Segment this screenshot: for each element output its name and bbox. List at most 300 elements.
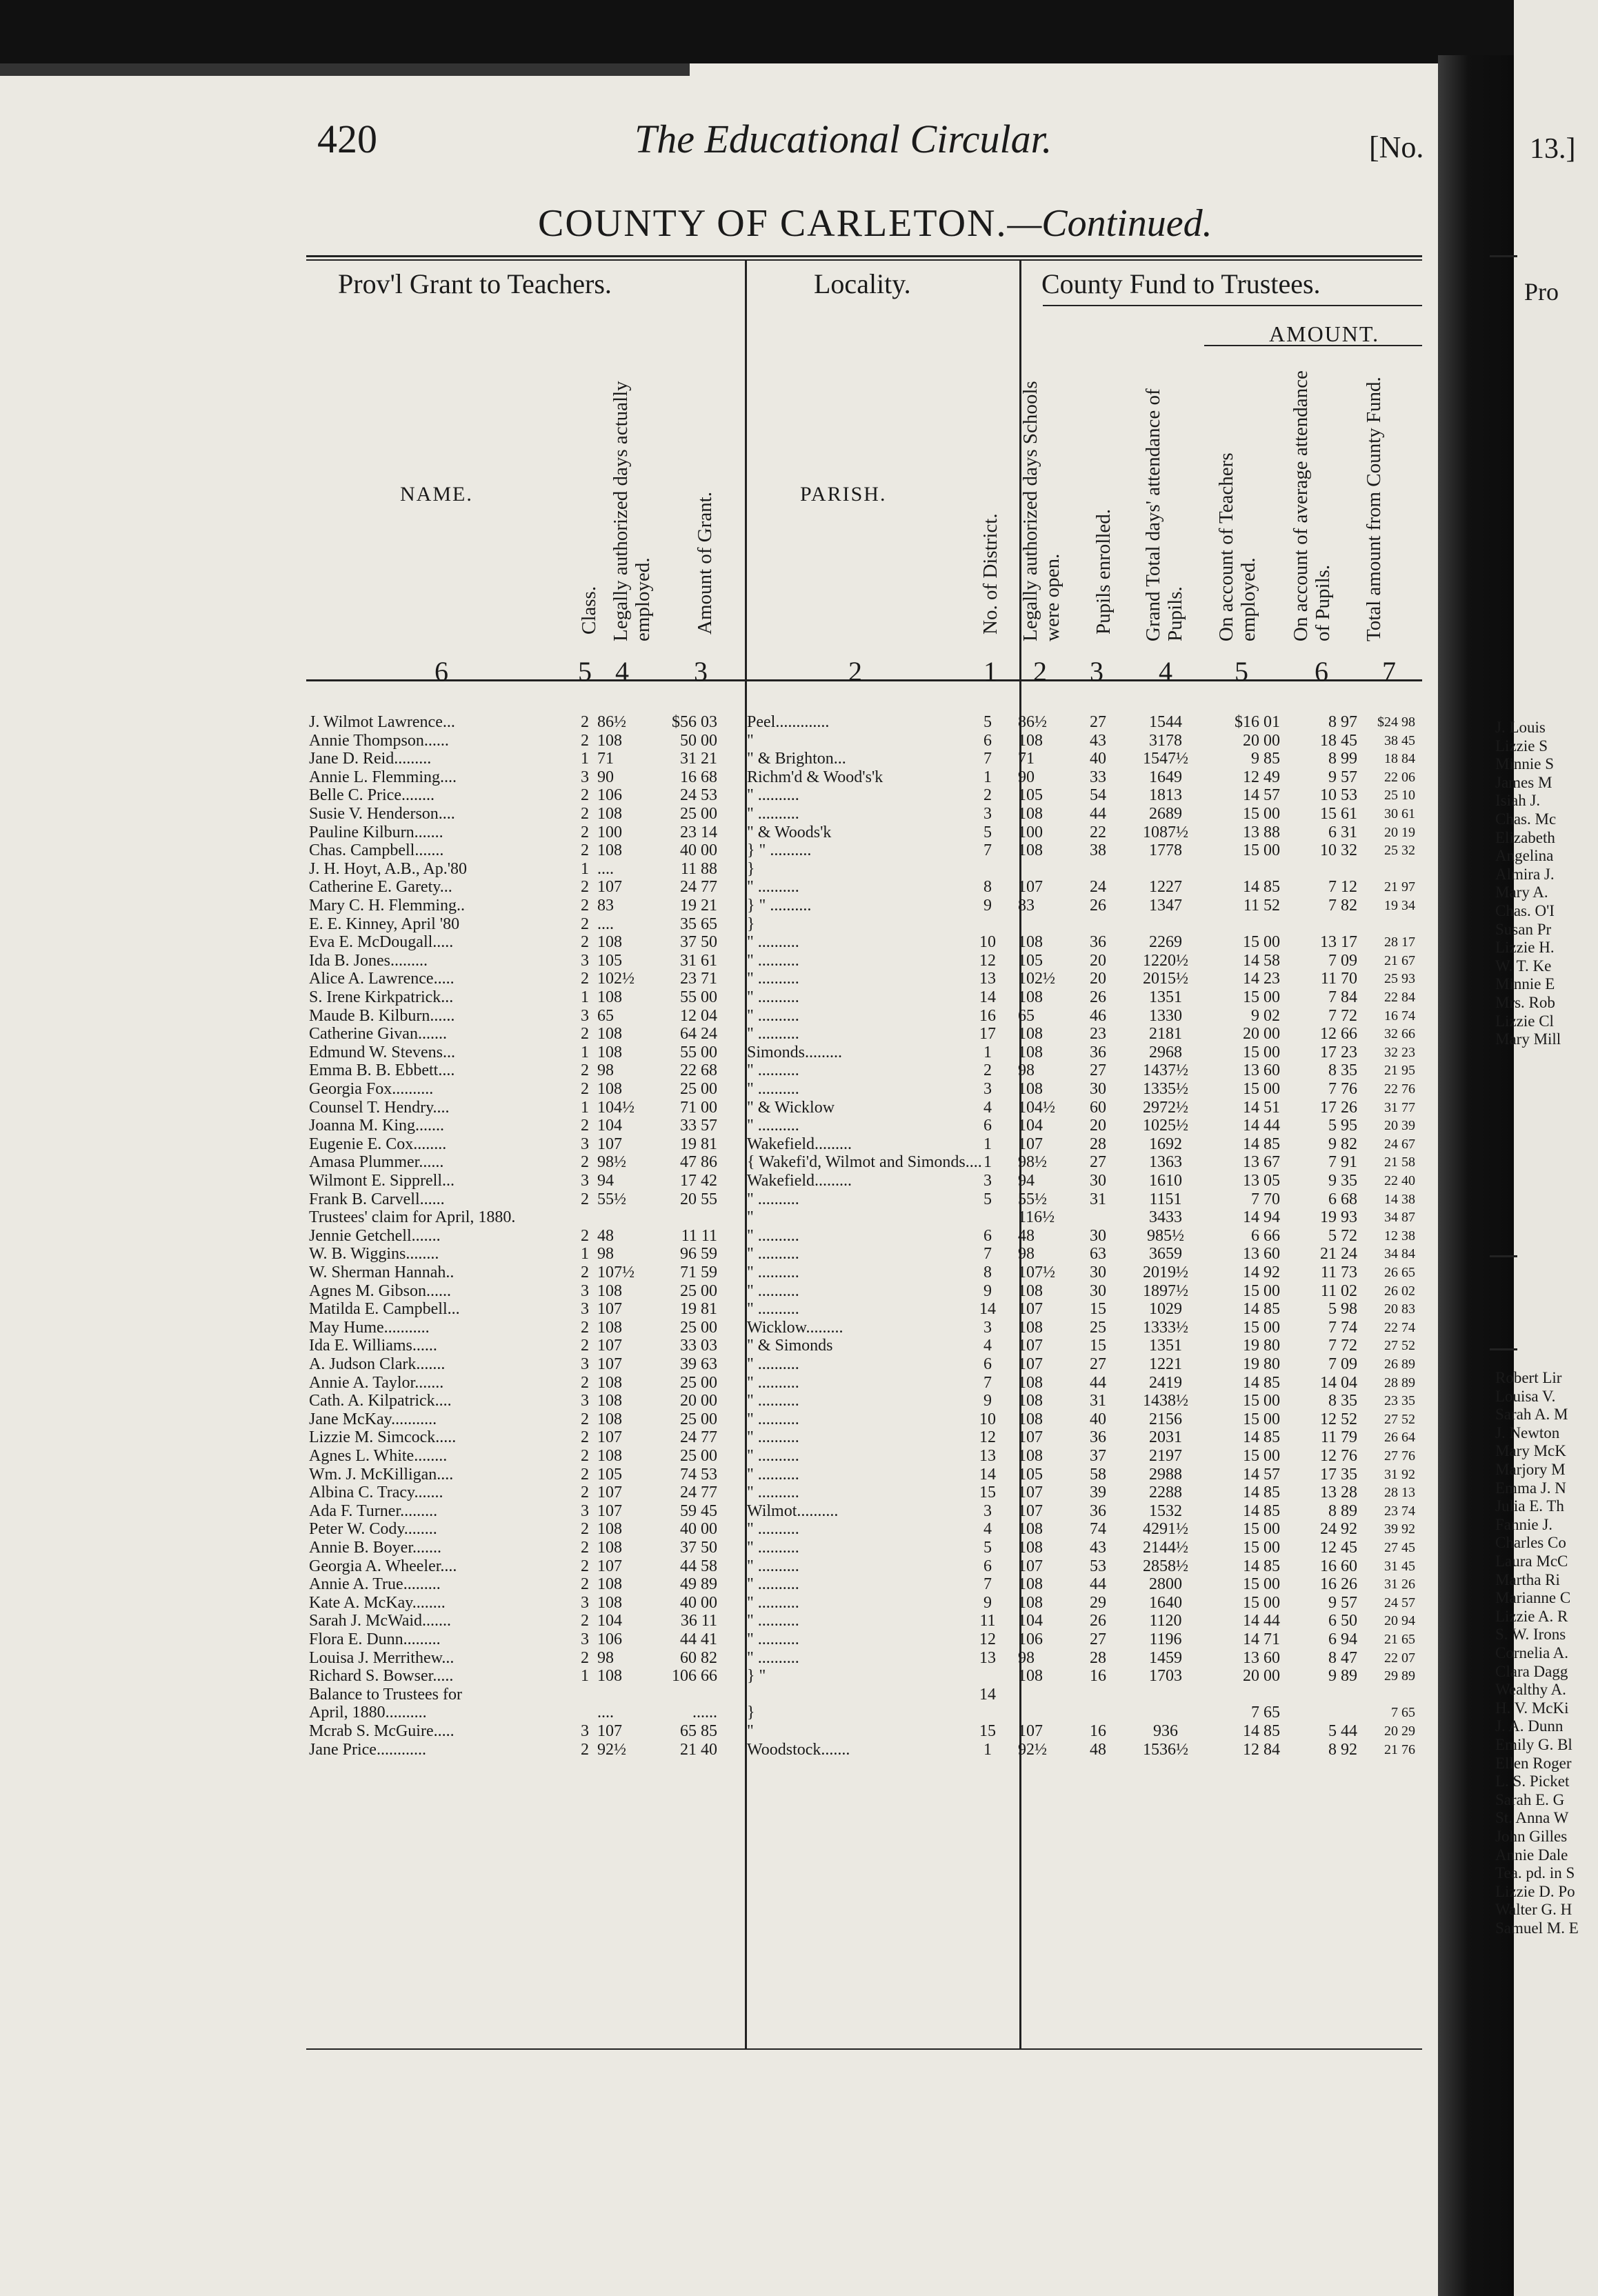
class-cell: 2: [581, 1117, 589, 1135]
days-employed-cell: 108: [597, 1539, 622, 1557]
teacher-name-cell: W. Sherman Hannah..: [309, 1264, 455, 1281]
class-cell: 3: [581, 1355, 589, 1373]
teachers-amount-cell: 12 49: [1243, 768, 1280, 786]
class-cell: 3: [581, 1502, 589, 1520]
total-amount-cell: 25 93: [1384, 971, 1415, 986]
pupils-enrolled-cell: 36: [1090, 1044, 1106, 1061]
class-cell: 1: [581, 1667, 589, 1685]
days-open-cell: 98½: [1018, 1153, 1047, 1171]
district-number-cell: 5: [983, 1539, 992, 1557]
grand-total-days-cell: 1459: [1149, 1649, 1182, 1667]
teacher-name-cell: W. B. Wiggins........: [309, 1245, 439, 1263]
grant-amount-cell: 37 50: [680, 1539, 717, 1557]
next-page-number: 13.]: [1530, 133, 1576, 165]
grand-total-days-cell: 2031: [1149, 1428, 1182, 1446]
total-amount-cell: 27 52: [1384, 1412, 1415, 1427]
days-open-cell: 104: [1018, 1117, 1043, 1135]
teacher-name-cell: Trustees' claim for April, 1880.: [309, 1208, 516, 1226]
teacher-name-cell: April, 1880..........: [309, 1704, 427, 1721]
average-amount-cell: 9 57: [1328, 1594, 1357, 1612]
grant-amount-cell: 37 50: [680, 933, 717, 951]
teacher-name-cell: Annie A. True.........: [309, 1575, 441, 1593]
days-employed-cell: 107: [597, 1428, 622, 1446]
total-amount-cell: 28 17: [1384, 935, 1415, 950]
days-employed-cell: 107: [597, 1300, 622, 1318]
average-amount-cell: 13 17: [1320, 933, 1357, 951]
district-number-cell: 2: [983, 786, 992, 804]
class-cell: 1: [581, 750, 589, 768]
next-page-name: James M: [1495, 774, 1552, 791]
parish-cell: " & Brighton...: [747, 750, 846, 768]
teachers-amount-cell: 14 85: [1243, 1502, 1280, 1520]
grant-amount-cell: 59 45: [680, 1502, 717, 1520]
total-amount-cell: 26 64: [1384, 1430, 1415, 1445]
grand-total-days-cell: 1544: [1149, 713, 1182, 731]
parish-cell: " ..........: [747, 786, 799, 804]
total-amount-cell: 22 84: [1384, 990, 1415, 1005]
parish-cell: " ..........: [747, 1649, 799, 1667]
grant-amount-cell: 12 04: [680, 1007, 717, 1025]
running-head: The Educational Circular.: [635, 117, 1052, 161]
parish-cell: ": [747, 1722, 754, 1740]
grant-amount-cell: 31 61: [680, 952, 717, 970]
days-employed-cell: 106: [597, 1630, 622, 1648]
side-top-rule: [1490, 255, 1517, 257]
days-employed-cell: 108: [597, 732, 622, 750]
table-row: [0, 934, 1435, 951]
days-employed-cell: 102½: [597, 970, 635, 988]
days-employed-cell: 94: [597, 1172, 614, 1190]
teachers-amount-cell: 15 00: [1243, 1539, 1280, 1557]
teachers-amount-cell: 14 57: [1243, 786, 1280, 804]
days-employed-cell: 107: [597, 1135, 622, 1153]
total-amount-cell: 22 74: [1384, 1320, 1415, 1335]
days-open-cell: 83: [1018, 897, 1035, 915]
average-amount-cell: 8 92: [1328, 1741, 1357, 1759]
average-amount-cell: 17 23: [1320, 1044, 1357, 1061]
table-row: [0, 1337, 1435, 1355]
district-number-cell: 13: [979, 970, 996, 988]
teachers-amount-cell: 20 00: [1243, 1667, 1280, 1685]
table-row: [0, 897, 1435, 915]
parish-cell: " ..........: [747, 952, 799, 970]
table-row: [0, 1521, 1435, 1538]
class-cell: 2: [581, 1374, 589, 1392]
grant-amount-cell: 25 00: [680, 1282, 717, 1300]
pupils-enrolled-cell: 54: [1090, 786, 1106, 804]
class-cell: 2: [581, 1319, 589, 1337]
prov-grant-heading: Prov'l Grant to Teachers.: [338, 268, 612, 299]
class-cell: 2: [581, 1337, 589, 1355]
table-row: [0, 989, 1435, 1006]
total-amount-cell: 34 87: [1384, 1210, 1415, 1225]
days-employed-cell: 108: [597, 1520, 622, 1538]
days-open-cell: 108: [1018, 1392, 1043, 1410]
grand-total-days-cell: 2015½: [1143, 970, 1188, 988]
days-open-cell: 108: [1018, 1575, 1043, 1593]
days-open-cell: 108: [1018, 1410, 1043, 1428]
teacher-name-cell: Eva E. McDougall.....: [309, 933, 454, 951]
parish-cell: " & Simonds: [747, 1337, 833, 1355]
teacher-name-cell: Ida E. Williams......: [309, 1337, 437, 1355]
next-page-name: Clara Dagg: [1495, 1663, 1568, 1680]
table-row: [0, 1172, 1435, 1190]
table-row: [0, 1484, 1435, 1501]
parish-cell: " ..........: [747, 1392, 799, 1410]
total-amount-cell: 22 07: [1384, 1650, 1415, 1666]
table-row: [0, 769, 1435, 786]
class-cell: 2: [581, 1649, 589, 1667]
pupils-enrolled-cell: 44: [1090, 1374, 1106, 1392]
table-row: [0, 1650, 1435, 1667]
pupils-enrolled-cell: 43: [1090, 732, 1106, 750]
average-amount-cell: 12 45: [1320, 1539, 1357, 1557]
total-amount-cell: 21 76: [1384, 1742, 1415, 1757]
teacher-name-cell: Ida B. Jones.........: [309, 952, 428, 970]
days-employed-cell: 108: [597, 933, 622, 951]
teacher-name-cell: Alice A. Lawrence.....: [309, 970, 455, 988]
next-page-name: John Gilles: [1495, 1828, 1568, 1845]
table-row: [0, 1319, 1435, 1337]
class-cell: 2: [581, 915, 589, 933]
class-cell: 2: [581, 1227, 589, 1245]
next-page-name: Lizzie D. Po: [1495, 1883, 1575, 1900]
table-top-rule-2: [306, 259, 1422, 261]
next-page-name: Marjory M: [1495, 1461, 1566, 1478]
grant-amount-cell: 25 00: [680, 1374, 717, 1392]
col-number: 6: [435, 656, 448, 687]
parish-cell: " ..........: [747, 1410, 799, 1428]
days-open-cell: 105: [1018, 1466, 1043, 1484]
parish-cell: " & Wicklow: [747, 1099, 835, 1117]
teacher-name-cell: Annie Thompson......: [309, 732, 449, 750]
teacher-name-cell: Cath. A. Kilpatrick....: [309, 1392, 452, 1410]
average-amount-cell: 11 79: [1320, 1428, 1357, 1446]
district-number-cell: 9: [983, 1392, 992, 1410]
days-open-cell: 108: [1018, 1025, 1043, 1043]
parish-cell: }: [747, 860, 755, 878]
teacher-name-cell: S. Irene Kirkpatrick...: [309, 988, 454, 1006]
table-row: [0, 1099, 1435, 1117]
parish-cell: " ..........: [747, 1520, 799, 1538]
days-employed-cell: 107: [597, 1557, 622, 1575]
pupils-enrolled-cell: 26: [1090, 897, 1106, 915]
district-number-cell: 4: [983, 1520, 992, 1538]
table-row: [0, 1246, 1435, 1263]
total-amount-cell: 31 26: [1384, 1577, 1415, 1592]
teacher-name-cell: Lizzie M. Simcock.....: [309, 1428, 457, 1446]
pupils-enrolled-cell: 28: [1090, 1649, 1106, 1667]
grant-amount-cell: 31 21: [680, 750, 717, 768]
days-open-cell: 98: [1018, 1061, 1035, 1079]
total-amount-cell: 21 95: [1384, 1063, 1415, 1078]
teacher-name-cell: Annie A. Taylor.......: [309, 1374, 444, 1392]
average-amount-cell: 8 35: [1328, 1061, 1357, 1079]
next-page-name: Robert Lir: [1495, 1369, 1562, 1386]
class-cell: 2: [581, 786, 589, 804]
table-row: [0, 787, 1435, 804]
days-employed-cell: 98½: [597, 1153, 626, 1171]
district-number-cell: 14: [979, 1466, 996, 1484]
next-page-name: Fannie J.: [1495, 1516, 1553, 1533]
next-page-name: Minnie S: [1495, 755, 1554, 772]
total-amount-cell: 24 67: [1384, 1137, 1415, 1152]
next-page-name: Mary Mill: [1495, 1030, 1561, 1048]
pupils-enrolled-cell: 36: [1090, 1502, 1106, 1520]
next-page-name: Lizzie S: [1495, 737, 1548, 755]
table-row: [0, 1375, 1435, 1392]
days-employed-cell: 108: [597, 1594, 622, 1612]
days-open-cell: 105: [1018, 952, 1043, 970]
class-cell: 2: [581, 1410, 589, 1428]
parish-cell: " ..........: [747, 1575, 799, 1593]
total-amount-cell: $24 98: [1377, 715, 1415, 730]
total-amount-cell: 24 57: [1384, 1595, 1415, 1610]
district-number-cell: 12: [979, 952, 996, 970]
pupils-enrolled-cell: 36: [1090, 1428, 1106, 1446]
next-page-heading: Pro: [1524, 278, 1559, 306]
days-employed-cell: 108: [597, 1282, 622, 1300]
grant-amount-cell: 11 88: [680, 860, 717, 878]
class-cell: 2: [581, 1484, 589, 1501]
grant-amount-cell: 71 00: [680, 1099, 717, 1117]
pupils-enrolled-cell: 37: [1090, 1447, 1106, 1465]
average-amount-cell: 8 97: [1328, 713, 1357, 731]
pupils-enrolled-cell: 36: [1090, 933, 1106, 951]
grand-total-days-cell: 1220½: [1143, 952, 1188, 970]
grant-amount-cell: 25 00: [680, 1080, 717, 1098]
table-row: [0, 1668, 1435, 1685]
grand-total-days-cell: 2197: [1149, 1447, 1182, 1465]
parish-cell: " ..........: [747, 1061, 799, 1079]
pupils-enrolled-cell: 58: [1090, 1466, 1106, 1484]
days-employed-cell: 108: [597, 1392, 622, 1410]
total-amount-cell: 23 74: [1384, 1504, 1415, 1519]
district-number-cell: 5: [983, 1190, 992, 1208]
pupils-enrolled-cell: 27: [1090, 1153, 1106, 1171]
next-page-name: Marianne C: [1495, 1589, 1571, 1606]
grant-amount-cell: 25 00: [680, 1410, 717, 1428]
days-open-cell: 107: [1018, 1337, 1043, 1355]
parish-cell: " ..........: [747, 1025, 799, 1043]
average-amount-cell: 17 35: [1320, 1466, 1357, 1484]
pupils-enrolled-cell: 27: [1090, 1061, 1106, 1079]
district-number-cell: 8: [983, 1264, 992, 1281]
teachers-amount-cell: 14 51: [1243, 1099, 1280, 1117]
grand-total-days-cell: 2288: [1149, 1484, 1182, 1501]
class-cell: 2: [581, 1539, 589, 1557]
next-page-name: Mrs. Rob: [1495, 994, 1555, 1011]
class-cell: 1: [581, 860, 589, 878]
grand-total-days-cell: 3433: [1149, 1208, 1182, 1226]
grant-amount-cell: 24 77: [680, 1428, 717, 1446]
average-amount-cell: 5 72: [1328, 1227, 1357, 1245]
class-cell: 1: [581, 1245, 589, 1263]
table-row: [0, 750, 1435, 768]
average-amount-cell: 7 74: [1328, 1319, 1357, 1337]
parish-cell: " ..........: [747, 1539, 799, 1557]
total-amount-cell: 30 61: [1384, 806, 1415, 821]
total-amount-cell: 28 13: [1384, 1485, 1415, 1500]
days-employed-cell: 98: [597, 1649, 614, 1667]
days-employed-cell: 107½: [597, 1264, 635, 1281]
next-page-name: Walter G. H: [1495, 1901, 1572, 1918]
grand-total-days-cell: 2419: [1149, 1374, 1182, 1392]
teacher-name-cell: Kate A. McKay........: [309, 1594, 446, 1612]
grant-amount-cell: 44 58: [680, 1557, 717, 1575]
days-open-cell: 107: [1018, 1722, 1043, 1740]
days-open-cell: 108: [1018, 1447, 1043, 1465]
class-cell: 2: [581, 841, 589, 859]
pupils-enrolled-cell: 30: [1090, 1264, 1106, 1281]
teachers-amount-cell: 14 85: [1243, 1722, 1280, 1740]
top-dark-border: [0, 0, 1598, 63]
district-number-cell: 3: [983, 805, 992, 823]
average-amount-cell: 6 50: [1328, 1612, 1357, 1630]
grant-amount-cell: 24 53: [680, 786, 717, 804]
col-number: 5: [1235, 656, 1248, 687]
class-cell: 2: [581, 1447, 589, 1465]
table-row: [0, 1081, 1435, 1098]
table-row: [0, 1356, 1435, 1373]
grant-amount-cell: 65 85: [680, 1722, 717, 1740]
average-amount-cell: 8 99: [1328, 750, 1357, 768]
next-page-name: Chas. Mc: [1495, 810, 1557, 828]
district-number-cell: 14: [979, 988, 996, 1006]
pupils-enrolled-cell: 31: [1090, 1190, 1106, 1208]
teachers-amount-cell: 14 85: [1243, 1428, 1280, 1446]
days-employed-cell: 108: [597, 1319, 622, 1337]
page-number: 420: [317, 117, 377, 161]
average-amount-cell: 17 26: [1320, 1099, 1357, 1117]
teacher-name-cell: Louisa J. Merrithew...: [309, 1649, 455, 1667]
parish-cell: } " ..........: [747, 897, 812, 915]
parish-cell: } ": [747, 1667, 766, 1685]
days-open-cell: 107: [1018, 1300, 1043, 1318]
days-employed-cell: 98: [597, 1061, 614, 1079]
table-row: [0, 1228, 1435, 1245]
days-open-cell: 107½: [1018, 1264, 1055, 1281]
teacher-name-cell: J. Wilmot Lawrence...: [309, 713, 455, 731]
next-page-name: Almira J.: [1495, 866, 1555, 883]
days-open-cell: 108: [1018, 841, 1043, 859]
days-open-cell: 94: [1018, 1172, 1035, 1190]
teacher-name-cell: Jane McKay...........: [309, 1410, 437, 1428]
grant-amount-cell: 36 11: [680, 1612, 717, 1630]
grand-total-days-cell: 1649: [1149, 768, 1182, 786]
days-open-cell: 71: [1018, 750, 1035, 768]
parish-cell: " & Woods'k: [747, 823, 832, 841]
average-amount-cell: 15 61: [1320, 805, 1357, 823]
teacher-name-cell: Jane Price............: [309, 1741, 426, 1759]
teacher-name-cell: Agnes M. Gibson......: [309, 1282, 452, 1300]
table-row: [0, 952, 1435, 970]
teachers-amount-cell: 15 00: [1243, 1080, 1280, 1098]
district-number-cell: 7: [983, 750, 992, 768]
header-number: [No.: [1369, 130, 1424, 164]
district-number-cell: 6: [983, 1355, 992, 1373]
class-cell: 2: [581, 713, 589, 731]
grand-total-days-cell: 2968: [1149, 1044, 1182, 1061]
grant-amount-cell: 17 42: [680, 1172, 717, 1190]
grant-amount-cell: 106 66: [672, 1667, 717, 1685]
next-page-name: St. Anna W: [1495, 1809, 1569, 1826]
teacher-name-cell: Balance to Trustees for: [309, 1686, 462, 1704]
total-amount-cell: 26 89: [1384, 1357, 1415, 1372]
total-amount-cell: 32 23: [1384, 1045, 1415, 1060]
days-employed-cell: ....: [597, 915, 614, 933]
grand-total-days-cell: 1335½: [1143, 1080, 1188, 1098]
class-cell: 3: [581, 1172, 589, 1190]
pupils-enrolled-cell: 26: [1090, 1612, 1106, 1630]
pupils-enrolled-cell: 20: [1090, 952, 1106, 970]
grand-total-days-cell: 3659: [1149, 1245, 1182, 1263]
teacher-name-cell: Matilda E. Campbell...: [309, 1300, 460, 1318]
total-amount-cell: 28 89: [1384, 1375, 1415, 1390]
pupils-enrolled-cell: 27: [1090, 1630, 1106, 1648]
class-cell: 2: [581, 1080, 589, 1098]
parish-cell: Wakefield.........: [747, 1135, 852, 1153]
days-open-cell: 107: [1018, 1484, 1043, 1501]
days-employed-cell: 92½: [597, 1741, 626, 1759]
grant-amount-cell: 71 59: [680, 1264, 717, 1281]
teacher-name-cell: Edmund W. Stevens...: [309, 1044, 456, 1061]
total-amount-cell: 18 84: [1384, 751, 1415, 766]
grant-amount-cell: 19 81: [680, 1300, 717, 1318]
days-employed-cell: 108: [597, 841, 622, 859]
teachers-amount-cell: 20 00: [1243, 1025, 1280, 1043]
grand-total-days-cell: 1778: [1149, 841, 1182, 859]
parish-cell: " ..........: [747, 970, 799, 988]
next-page-name: J. Louis: [1495, 719, 1546, 736]
average-amount-cell: 18 45: [1320, 732, 1357, 750]
average-amount-cell: 13 28: [1320, 1484, 1357, 1501]
total-amount-cell: 25 10: [1384, 788, 1415, 803]
grant-amount-cell: 33 57: [680, 1117, 717, 1135]
class-cell: 3: [581, 1594, 589, 1612]
district-number-cell: 5: [983, 823, 992, 841]
average-amount-cell: 7 09: [1328, 1355, 1357, 1373]
average-amount-cell: 11 73: [1320, 1264, 1357, 1281]
teacher-name-cell: A. Judson Clark.......: [309, 1355, 446, 1373]
pupils-enrolled-cell: 30: [1090, 1282, 1106, 1300]
average-amount-cell: 6 31: [1328, 823, 1357, 841]
grant-amount-cell: 20 55: [680, 1190, 717, 1208]
teachers-amount-cell: 7 70: [1251, 1190, 1280, 1208]
days-open-cell: 116½: [1018, 1208, 1055, 1226]
table-row: [0, 1466, 1435, 1484]
grant-amount-cell: 40 00: [680, 841, 717, 859]
next-page-name: Emily G. Bl: [1495, 1736, 1572, 1753]
teachers-amount-cell: 15 00: [1243, 1044, 1280, 1061]
days-open-cell: 55½: [1018, 1190, 1047, 1208]
grand-total-days-cell: 1029: [1149, 1300, 1182, 1318]
total-amount-cell: 12 38: [1384, 1228, 1415, 1244]
teachers-amount-cell: 13 60: [1243, 1649, 1280, 1667]
parish-cell: " ..........: [747, 1117, 799, 1135]
days-open-cell: 108: [1018, 1044, 1043, 1061]
grant-amount-cell: 24 77: [680, 1484, 717, 1501]
district-number-cell: 3: [983, 1080, 992, 1098]
grant-amount-cell: 40 00: [680, 1594, 717, 1612]
table-row: [0, 1539, 1435, 1557]
days-employed-cell: 104: [597, 1612, 622, 1630]
district-number-cell: 16: [979, 1007, 996, 1025]
class-cell: 3: [581, 1630, 589, 1648]
days-open-cell: 108: [1018, 1319, 1043, 1337]
teacher-name-cell: Mary C. H. Flemming..: [309, 897, 465, 915]
days-employed-cell: ....: [597, 1704, 614, 1721]
